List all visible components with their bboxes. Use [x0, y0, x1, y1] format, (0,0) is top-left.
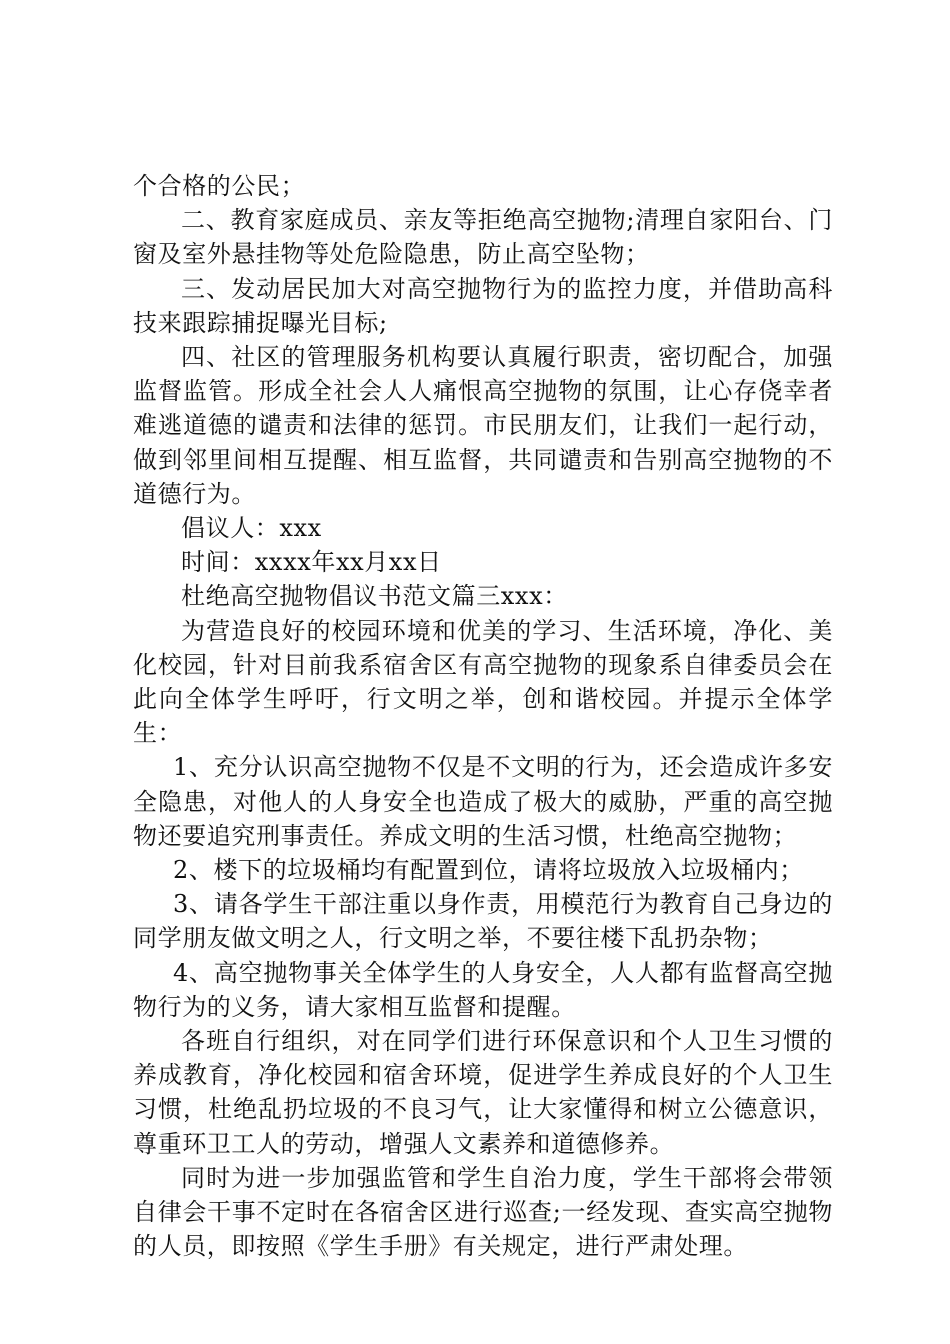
list-item-4: 4、高空抛物事关全体学生的人身安全，人人都有监督高空抛物行为的义务，请大家相互监督和提醒。 [133, 958, 833, 1021]
date-line: 时间：xxxx年xx月xx日 [181, 548, 442, 577]
paragraph-intro: 为营造良好的校园环境和优美的学习、生活环境，净化、美化校园，针对目前我系宿舍区有高空抛物的现象系自律委员会在此向全体学生呼吁，行文明之举，创和谐校园。并提示全体学生： [133, 616, 833, 748]
paragraph-class-organization: 各班自行组织，对在同学们进行环保意识和个人卫生习惯的养成教育，净化校园和宿舍环境，促进学生养成良好的个人卫生习惯，杜绝乱扔垃圾的不良习气，让大家懂得和树立公德意识，尊重环卫工人的劳动，增强人文素养和道德修养。 [133, 1027, 833, 1158]
document-body [133, 169, 833, 1264]
list-item-2: 2、楼下的垃圾桶均有配置到位，请将垃圾放入垃圾桶内； [173, 856, 804, 885]
initiator-line: 倡议人：xxx [181, 514, 322, 543]
paragraph-continuation: 个合格的公民； [133, 172, 306, 200]
section-heading: 杜绝高空抛物倡议书范文篇三xxx： [181, 582, 568, 611]
list-item-1: 1、充分认识高空抛物不仅是不文明的行为，还会造成许多安全隐患，对他人的人身安全也造成了极大的威胁，严重的高空抛物还要追究刑事责任。养成文明的生活习惯，杜绝高空抛物； [133, 753, 833, 850]
paragraph-item-4: 四、社区的管理服务机构要认真履行职责，密切配合，加强监督监管。形成全社会人人痛恨高空抛物的氛围，让心存侥幸者难逃道德的谴责和法律的惩罚。市民朋友们，让我们一起行动，做到邻里间相互提醒、相互监督，共同谴责和告别高空抛物的不道德行为。 [133, 343, 833, 508]
list-item-3: 3、请各学生干部注重以身作责，用模范行为教育自己身边的同学朋友做文明之人，行文明之举，不要往楼下乱扔杂物； [133, 890, 833, 953]
paragraph-inspection: 同时为进一步加强监管和学生自治力度，学生干部将会带领自律会干事不定时在各宿舍区进行巡查;一经发现、查实高空抛物的人员，即按照《学生手册》有关规定，进行严肃处理。 [133, 1163, 833, 1261]
paragraph-item-2: 二、教育家庭成员、亲友等拒绝高空抛物;清理自家阳台、门窗及室外悬挂物等处危险隐患，防止高空坠物； [133, 206, 833, 269]
paragraph-item-3: 三、发动居民加大对高空抛物行为的监控力度，并借助高科技来跟踪捕捉曝光目标; [133, 274, 833, 337]
